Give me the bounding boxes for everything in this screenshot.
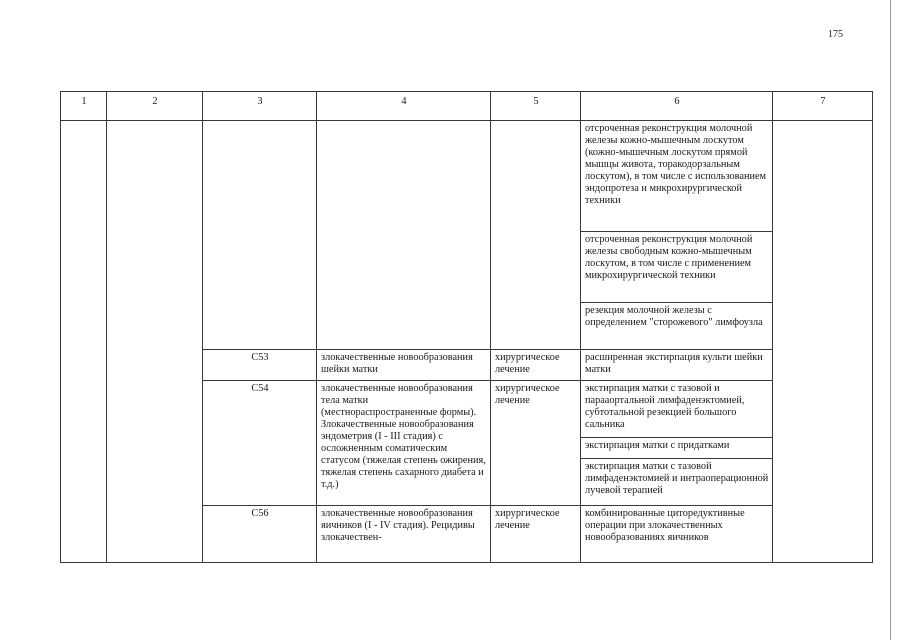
diagnosis-cell: злокачественные новообразования тела матки (местнораспространенные формы). Злокачественные новообразования эндометрия (I - III стадия) с осложненным соматическим статусом (тяжелая степень ожирения, тяжелая степень сахарного диабета и т.д.): [317, 381, 491, 506]
table-row: [61, 121, 873, 232]
treatment-method-cell: комбинированные циторедуктивные операции при злокачественных новообразованиях яичников: [581, 506, 773, 563]
column-7-cell: [773, 121, 873, 563]
treatment-method-cell: отсроченная реконструкция молочной железы свободным кожно-мышечным лоскутом, в том числе с применением микрохирургической техники: [581, 232, 773, 303]
treatment-type-cell: хирургическое лечение: [491, 350, 581, 381]
icd-code-cell: [203, 121, 317, 350]
column-number-4: 4: [317, 92, 491, 121]
diagnosis-cell: [317, 121, 491, 350]
scan-edge-line: [890, 0, 891, 640]
treatment-method-cell: расширенная экстирпация культи шейки матки: [581, 350, 773, 381]
column-1-cell: [61, 121, 107, 563]
icd-code-cell: C54: [203, 381, 317, 506]
column-number-6: 6: [581, 92, 773, 121]
medical-procedures-table: [60, 91, 873, 563]
treatment-type-cell: хирургическое лечение: [491, 381, 581, 506]
treatment-method-cell: резекция молочной железы с определением "сторожевого" лимфоузла: [581, 303, 773, 350]
icd-code-cell: C53: [203, 350, 317, 381]
treatment-method-cell: отсроченная реконструкция молочной железы кожно-мышечным лоскутом (кожно-мышечным лоскутом прямой мышцы живота, торакодорзальным лоскутом), в том числе с использованием эндопротеза и микрохирургической техники: [581, 121, 773, 232]
column-number-7: 7: [773, 92, 873, 121]
column-number-2: 2: [107, 92, 203, 121]
icd-code-cell: C56: [203, 506, 317, 563]
column-number-5: 5: [491, 92, 581, 121]
column-2-cell: [107, 121, 203, 563]
diagnosis-cell: злокачественные новообразования яичников (I - IV стадия). Рецидивы злокачествен-: [317, 506, 491, 563]
treatment-type-cell: хирургическое лечение: [491, 506, 581, 563]
diagnosis-cell: злокачественные новообразования шейки матки: [317, 350, 491, 381]
treatment-method-cell: экстирпация матки с тазовой лимфаденэктомией и интраоперационной лучевой терапией: [581, 459, 773, 506]
column-number-row: [61, 92, 873, 121]
page-number: 175: [828, 29, 843, 40]
column-number-3: 3: [203, 92, 317, 121]
treatment-method-cell: экстирпация матки с придатками: [581, 438, 773, 459]
treatment-type-cell: [491, 121, 581, 350]
treatment-method-cell: экстирпация матки с тазовой и парааортальной лимфаденэктомией, субтотальной резекцией большого сальника: [581, 381, 773, 438]
column-number-1: 1: [61, 92, 107, 121]
